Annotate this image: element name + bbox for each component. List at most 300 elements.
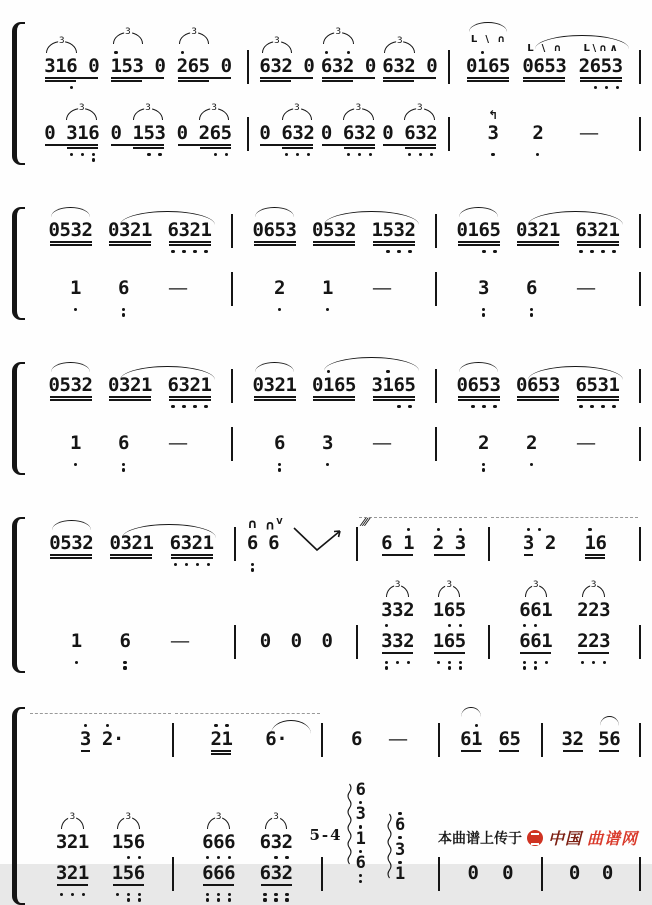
octave-dots [598, 249, 609, 262]
measure [30, 27, 246, 98]
digit-row [562, 728, 584, 750]
note-group [118, 277, 129, 320]
dot-row [202, 853, 235, 862]
voice-lower [30, 272, 642, 320]
finger-stroke-icon: ∧ [609, 43, 618, 54]
octave-dot [482, 308, 485, 311]
octave-dots [177, 152, 188, 165]
beam-lines [382, 77, 437, 85]
octave-dots [188, 46, 199, 55]
octave-dot [274, 898, 277, 901]
dot-row [526, 307, 537, 320]
octave-dots [141, 249, 152, 262]
octave-dot [347, 153, 350, 156]
tremolo-dash-line [30, 713, 171, 714]
octave-dots [599, 621, 610, 630]
note-digit [188, 122, 199, 144]
octave-dot [174, 563, 177, 566]
chord-note [395, 860, 406, 884]
note-digit: 1 [141, 219, 153, 241]
note-digit: 3 [478, 277, 490, 299]
octave-dot [185, 563, 188, 566]
digit-row [382, 122, 437, 144]
octave-dots [181, 562, 192, 575]
system-5 [12, 707, 642, 905]
triplet-number: 3 [191, 27, 198, 37]
beam-lines [579, 77, 623, 85]
beam-lines [576, 396, 620, 404]
beam-lines [532, 144, 543, 152]
digit-row [532, 122, 543, 144]
dot-row [322, 307, 333, 320]
note-digit: 6 [519, 599, 531, 621]
octave-dots [264, 249, 275, 262]
digit-row [523, 532, 556, 554]
note-digit: 3 [393, 55, 405, 77]
beam-lines [253, 396, 297, 404]
octave-dots [321, 46, 332, 55]
beam-line [434, 652, 465, 654]
beam-line [109, 399, 151, 401]
barline [639, 272, 641, 306]
beam-lines [71, 652, 82, 660]
note-group [118, 432, 129, 475]
octave-dots [270, 85, 281, 98]
octave-dots [49, 404, 60, 417]
digit-row [247, 532, 258, 554]
slur-arc [459, 207, 498, 217]
octave-dots [260, 853, 271, 862]
note-digit: 0 [502, 861, 514, 884]
note-group [478, 277, 489, 320]
digit-row [44, 122, 99, 144]
dot-row [110, 152, 165, 165]
note-digit: 6 [202, 861, 214, 884]
beam-lines [168, 396, 212, 404]
note-group [168, 374, 212, 417]
system-bracket [12, 22, 25, 165]
octave-dots [168, 404, 179, 417]
dot-row [579, 85, 623, 98]
beam-lines [478, 299, 489, 307]
note-digit: 6 [394, 815, 406, 836]
beam-lines [112, 884, 145, 892]
octave-dot [193, 405, 196, 408]
note-digit: 2 [176, 55, 189, 77]
beam-lines [108, 396, 152, 404]
octave-dots [260, 660, 271, 673]
barline [247, 117, 249, 151]
dot-row [80, 719, 121, 728]
note-digit: · [276, 728, 288, 750]
dot-row [118, 307, 129, 320]
note-digit: 6 [342, 122, 355, 144]
beam-lines [168, 652, 192, 660]
triplet-number: 3 [532, 580, 539, 590]
triplet-mark [582, 580, 604, 597]
triplet-number: 3 [215, 811, 222, 822]
site-logo-lines [531, 833, 539, 845]
note-digit: 3 [66, 122, 78, 144]
barline [639, 427, 641, 461]
octave-dots [224, 853, 235, 862]
note-group [382, 36, 438, 98]
ornament-row [110, 103, 165, 122]
note-digit: 2 [572, 728, 584, 750]
beam-line [313, 396, 355, 398]
staves [30, 517, 642, 673]
system-bracket [12, 362, 25, 475]
note-digit: 5 [122, 861, 135, 884]
note-digit [292, 55, 303, 77]
octave-dot [437, 661, 440, 664]
octave-dots [110, 85, 121, 98]
digit-row [166, 277, 190, 299]
octave-dots [312, 249, 323, 262]
dot-row [516, 249, 560, 262]
octave-dots [121, 46, 132, 55]
octave-dots [66, 85, 77, 98]
octave-dots [102, 719, 113, 728]
octave-dots [577, 660, 588, 673]
note-digit: — [168, 432, 188, 454]
voice-upper [30, 707, 642, 771]
octave-dots [154, 46, 165, 55]
dot-row [56, 892, 89, 905]
octave-dots [532, 152, 543, 165]
slur-arc [255, 362, 294, 372]
note-digit: 5 [489, 219, 501, 241]
note-group [49, 362, 93, 417]
note-digit: 0 [456, 219, 468, 241]
note-digit: 0 [303, 55, 315, 77]
note-digit: 6 [259, 55, 271, 77]
note-digit: 0 [88, 55, 100, 77]
octave-dots [82, 562, 93, 575]
note-digit: 3 [71, 532, 83, 554]
beam-lines [526, 454, 537, 462]
octave-dot [122, 313, 125, 316]
beam-line [133, 147, 164, 149]
note-digit: 3 [522, 532, 535, 554]
triplet-mark [343, 103, 374, 120]
beam-lines [253, 241, 297, 249]
octave-dots [179, 249, 190, 262]
octave-dots [488, 46, 499, 55]
note-group [49, 207, 93, 262]
note-digit: 0 [252, 374, 264, 396]
octave-dots [271, 853, 282, 862]
note-digit: 0 [516, 374, 528, 396]
digit-row [49, 219, 93, 241]
note-digit: 1 [77, 122, 89, 144]
digit-row [79, 728, 125, 750]
measure [324, 728, 437, 771]
beam-lines [386, 750, 410, 758]
slur-arc [600, 716, 619, 726]
note-group [210, 719, 232, 771]
note-group [576, 219, 620, 262]
octave-dot [408, 153, 411, 156]
note-digit: 6 [609, 728, 621, 750]
digit-row [372, 374, 416, 396]
octave-dots [455, 523, 466, 532]
beam-lines [370, 299, 394, 307]
note-digit: 3 [119, 374, 131, 396]
note-digit [392, 532, 403, 554]
octave-dot [579, 250, 582, 253]
note-group [110, 27, 166, 98]
ornament-row [381, 580, 414, 599]
octave-dots [56, 892, 67, 905]
ornament-row [49, 362, 93, 374]
note-digit: 2 [131, 532, 143, 554]
beam-line [211, 753, 231, 755]
chord-note [355, 854, 366, 884]
note-digit: 0 [522, 55, 534, 77]
octave-dots [479, 249, 490, 262]
octave-dots [478, 462, 489, 475]
beam-line [585, 554, 605, 556]
system-bracket [12, 207, 25, 320]
beam-line [260, 77, 313, 79]
octave-dot [225, 724, 228, 727]
triplet-mark [323, 27, 354, 44]
voice-upper [30, 517, 642, 575]
beam-lines [488, 144, 499, 152]
octave-dots [444, 660, 455, 673]
note-digit: 6 [382, 55, 394, 77]
note-chord-group [519, 580, 553, 673]
note-group [274, 432, 285, 475]
note-digit: 6 [498, 728, 510, 750]
octave-dots [143, 46, 154, 55]
octave-dots [110, 46, 121, 55]
octave-dots [609, 404, 620, 417]
dot-row [577, 152, 601, 165]
octave-dots [345, 249, 356, 262]
barline [448, 50, 450, 84]
note-digit: 3 [487, 122, 499, 144]
octave-dots [274, 462, 285, 475]
octave-dots [168, 660, 192, 673]
measure [441, 707, 540, 771]
dot-row [312, 404, 356, 417]
note-digit: 3 [270, 861, 283, 884]
note-digit: 3 [270, 55, 282, 77]
octave-dot [228, 898, 231, 901]
measure [234, 362, 434, 417]
note-digit: 5 [598, 728, 610, 750]
beam-line [373, 241, 415, 243]
barline [639, 723, 641, 757]
note-digit: 3 [392, 630, 404, 652]
dot-row [584, 562, 606, 575]
dot-row [168, 660, 192, 673]
triplet-mark [386, 580, 408, 597]
beam-lines [519, 652, 552, 660]
barline [231, 369, 233, 403]
octave-dots [433, 660, 444, 673]
octave-dots [113, 758, 121, 771]
beam-lines [526, 299, 537, 307]
note-digit: 6 [478, 219, 490, 241]
digit-row [168, 374, 212, 396]
octave-dots [403, 523, 414, 532]
ornament-row [433, 580, 466, 599]
octave-dot [171, 405, 174, 408]
beam-lines [260, 652, 271, 660]
octave-dots [343, 85, 354, 98]
note-digit: 2 [81, 219, 93, 241]
note-digit: 0 [466, 55, 478, 77]
dot-row [260, 853, 293, 862]
octave-dot [407, 661, 410, 664]
octave-dots [109, 562, 120, 575]
octave-dots [202, 853, 213, 862]
octave-dots [276, 758, 284, 771]
note-digit: 2 [578, 55, 591, 77]
note-digit: — [579, 122, 599, 144]
octave-dots [265, 758, 276, 771]
octave-dots [403, 562, 414, 575]
beam-lines [562, 750, 584, 758]
octave-dots [466, 46, 477, 55]
note-group [176, 103, 233, 165]
octave-dot [106, 724, 109, 727]
digit-row [166, 432, 190, 454]
octave-dots [110, 152, 121, 165]
octave-dots [392, 523, 403, 532]
measure [30, 277, 230, 320]
note-digit: 0 [426, 55, 438, 77]
note-digit: 0 [312, 374, 324, 396]
octave-dots [394, 404, 405, 417]
note-digit: 2 [588, 630, 600, 652]
digit-row [502, 862, 513, 884]
dot-row [247, 562, 258, 575]
measure [30, 432, 230, 475]
octave-dot [207, 563, 210, 566]
octave-dots [502, 892, 513, 905]
octave-dots [415, 152, 426, 165]
octave-dots [332, 85, 343, 98]
octave-dots [268, 562, 279, 575]
note-digit: 5 [198, 55, 211, 77]
barline [321, 857, 323, 891]
octave-dots [80, 719, 91, 728]
glissando-icon [290, 524, 346, 575]
note-digit: 3 [270, 830, 283, 853]
system-4 [12, 517, 642, 673]
beam-lines [274, 299, 285, 307]
note-digit: — [168, 277, 188, 299]
digit-row [382, 55, 437, 77]
octave-dot [448, 661, 451, 664]
staves [30, 22, 642, 165]
note-digit: 1 [111, 861, 124, 884]
beam-lines [259, 77, 314, 85]
measure [441, 862, 540, 905]
dot-row [259, 85, 314, 98]
beam-lines [202, 884, 235, 892]
beam-line [45, 80, 76, 82]
note-digit: 3 [178, 219, 190, 241]
triplet-number: 3 [125, 27, 131, 37]
note-digit: 3 [381, 599, 393, 621]
beam-lines [170, 554, 214, 562]
note-digit: 3 [415, 122, 427, 144]
digit-row [49, 374, 93, 396]
octave-dots [526, 462, 537, 475]
ornament-row [519, 580, 552, 599]
digit-row [322, 630, 333, 652]
octave-dots [588, 621, 599, 630]
octave-dot [603, 661, 606, 664]
note-group [516, 219, 560, 262]
beam-lines [168, 241, 212, 249]
dot-row [168, 249, 212, 262]
measure [451, 22, 638, 98]
octave-dots [392, 660, 403, 673]
octave-dots [281, 152, 292, 165]
beam-lines [372, 241, 416, 249]
note-digit: 5 [499, 55, 511, 77]
octave-dots [370, 462, 394, 475]
beam-lines [381, 652, 414, 660]
octave-dot [385, 661, 388, 664]
beam-lines [381, 554, 414, 562]
beam-line [200, 147, 231, 149]
octave-dots [393, 85, 404, 98]
octave-dot [482, 313, 485, 316]
note-digit: 3 [180, 532, 193, 554]
octave-dots [282, 853, 293, 862]
octave-dot [491, 153, 494, 156]
barline [639, 50, 641, 84]
note-group [502, 862, 513, 905]
ornament-row [460, 707, 482, 719]
note-group [579, 43, 623, 98]
beam-line [254, 396, 296, 398]
dot-row [118, 462, 129, 475]
note-digit: 2 [281, 861, 294, 884]
octave-dots [56, 853, 67, 862]
note-group [253, 362, 297, 417]
barline [172, 723, 174, 757]
octave-dot [493, 250, 496, 253]
beam-lines [322, 299, 333, 307]
finger-stroke-icon: ∩ [497, 34, 506, 45]
note-digit: 1 [142, 532, 154, 554]
octave-dot [127, 856, 130, 859]
beam-lines [516, 241, 560, 249]
beam-lines [522, 77, 566, 85]
triplet-mark [262, 36, 293, 53]
dot-row [372, 249, 416, 262]
note-digit: 0 [320, 122, 333, 144]
dot-row [382, 85, 437, 98]
digit-row [109, 532, 153, 554]
note-digit: 2 [345, 219, 357, 241]
octave-dots [404, 85, 415, 98]
beam-line [322, 80, 353, 82]
dot-row [274, 307, 285, 320]
beam-lines [433, 554, 466, 562]
beam-line [585, 557, 605, 559]
ornament-row [457, 362, 501, 374]
octave-dots [587, 404, 598, 417]
